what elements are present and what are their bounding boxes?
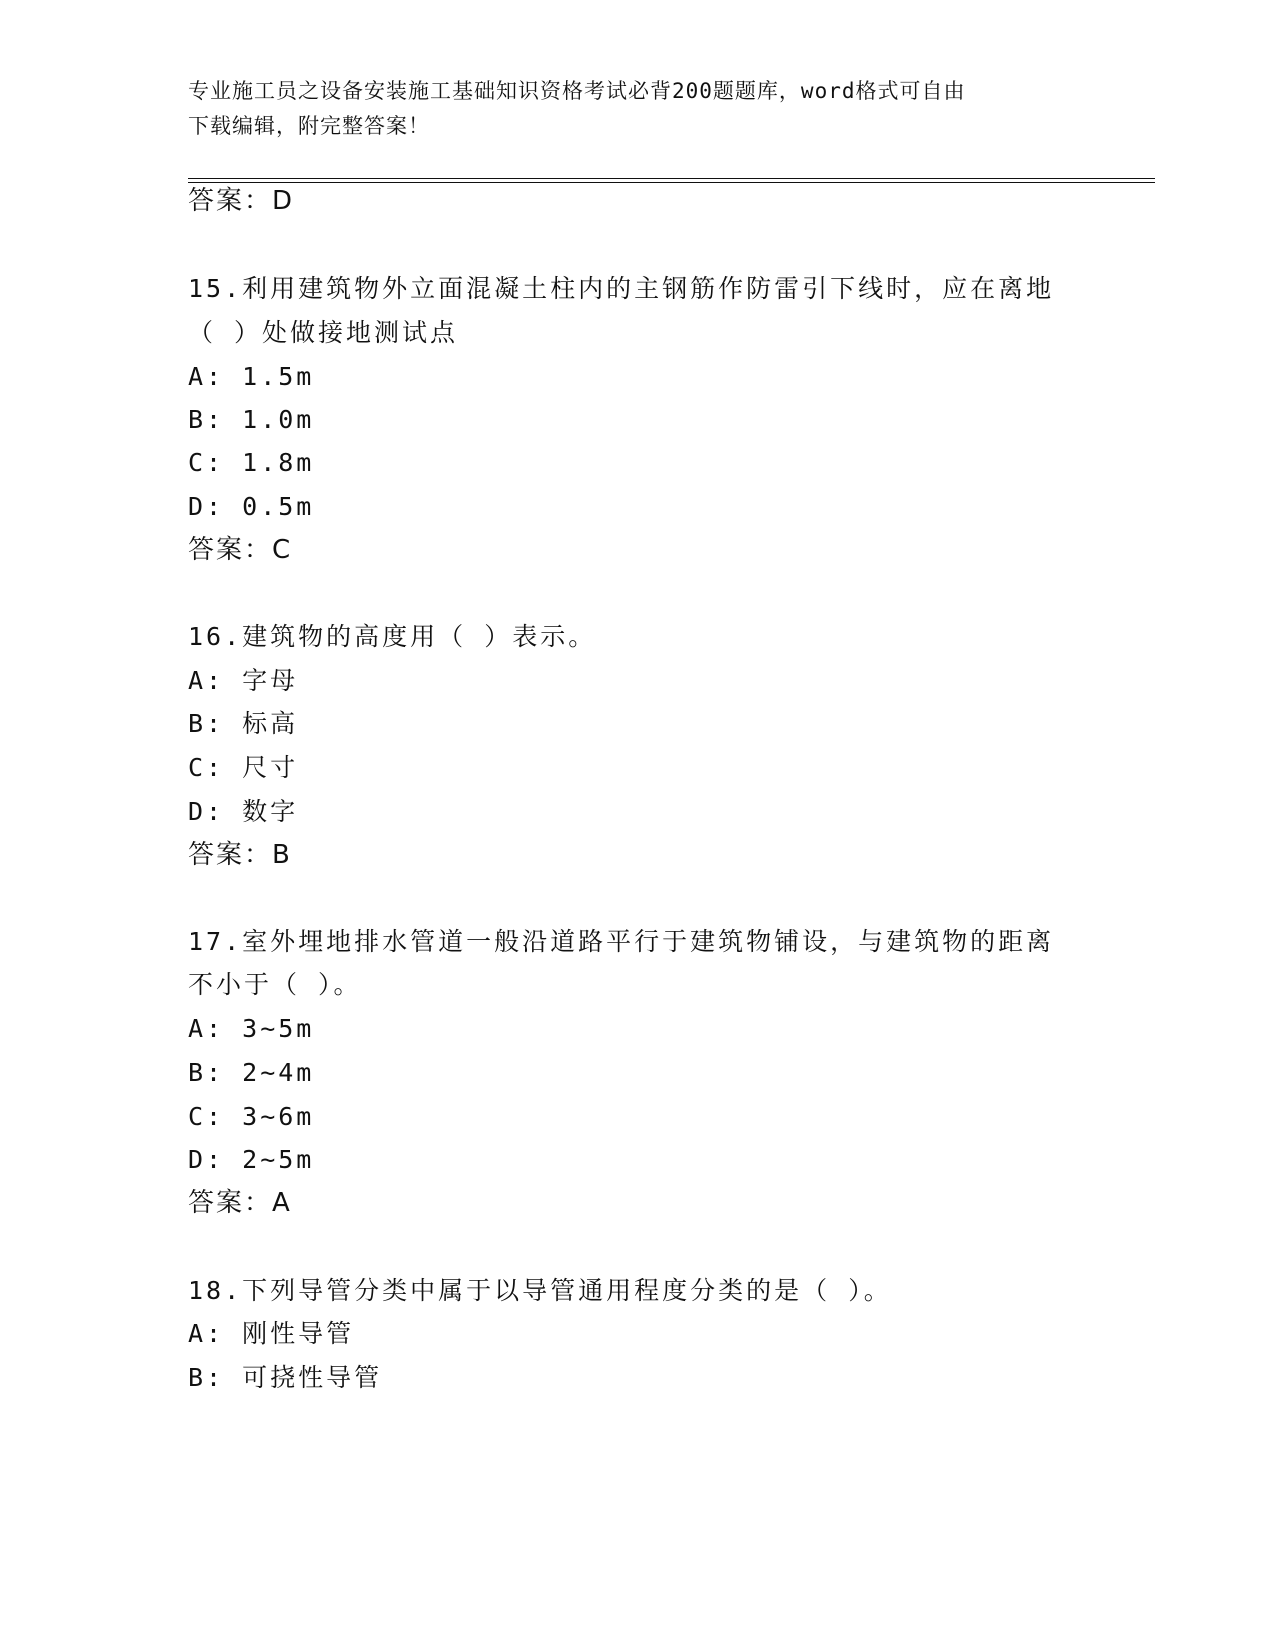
question-15-option-a: A: 1.5m [188,362,315,391]
header-divider [188,178,1155,183]
question-15-option-b: B: 1.0m [188,405,315,434]
question-16-option-b: B: 标高 [188,709,299,738]
question-15-line-2: （ ）处做接地测试点 [188,318,459,347]
question-15-option-d: D: 0.5m [188,492,315,521]
question-15-line-1: 15.利用建筑物外立面混凝土柱内的主钢筋作防雷引下线时，应在离地 [188,274,1055,303]
question-17-line-2: 不小于（ ）。 [188,970,362,999]
question-16-option-c: C: 尺寸 [188,753,299,782]
question-16-option-d: D: 数字 [188,797,299,826]
question-17-answer: 答案：A [188,1188,292,1218]
question-17-option-d: D: 2~5m [188,1145,315,1174]
question-18-option-a: A: 刚性导管 [188,1319,355,1348]
question-18-option-b: B: 可挠性导管 [188,1363,383,1392]
answer-previous: 答案：D [188,186,295,216]
question-16-answer: 答案：B [188,840,292,870]
question-15-answer: 答案：C [188,535,293,565]
header-line-1: 专业施工员之设备安装施工基础知识资格考试必背200题题库，word格式可自由 [188,79,966,103]
question-17-option-c: C: 3~6m [188,1102,315,1131]
question-17-option-a: A: 3~5m [188,1014,315,1043]
question-17-option-b: B: 2~4m [188,1058,315,1087]
document-header [188,74,1088,144]
header-line-2: 下载编辑，附完整答案！ [188,114,430,138]
question-15-option-c: C: 1.8m [188,448,315,477]
question-17-line-1: 17.室外埋地排水管道一般沿道路平行于建筑物铺设，与建筑物的距离 [188,927,1055,956]
question-16-line-1: 16.建筑物的高度用（ ）表示。 [188,622,597,651]
question-16-option-a: A: 字母 [188,666,299,695]
question-18-line-1: 18.下列导管分类中属于以导管通用程度分类的是（ ）。 [188,1276,892,1305]
